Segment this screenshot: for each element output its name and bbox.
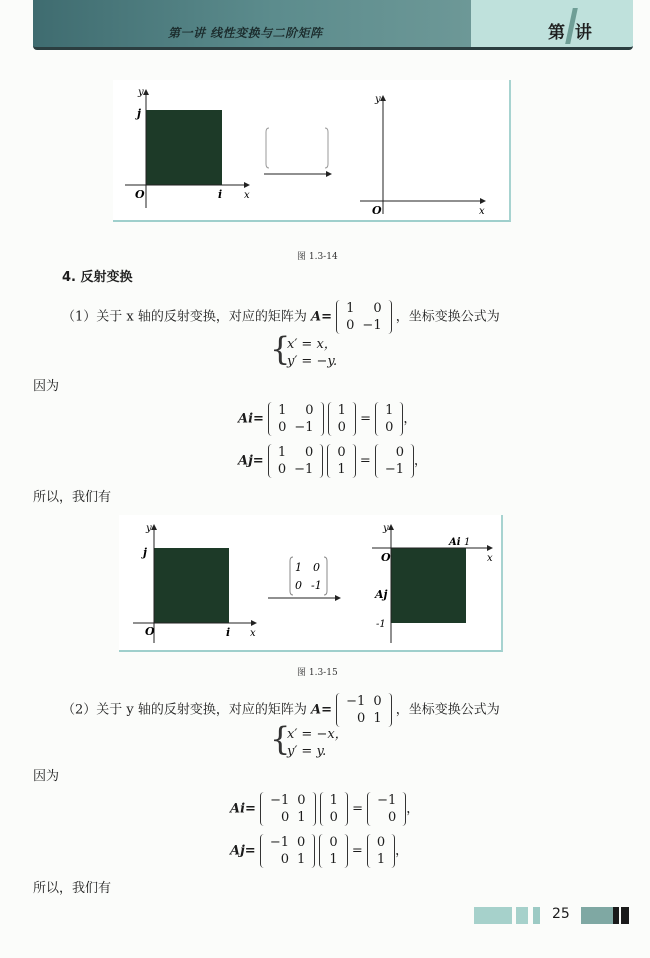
because-label: 因为 [33, 769, 60, 784]
brace: { [270, 720, 291, 758]
therefore-label: 所以，我们有 [33, 490, 112, 505]
part2-aj-equation: Aj= −1 0 0 1 0 1 = 0 1 ， [230, 835, 409, 867]
part1-formula-1: x′ = x， [287, 337, 337, 352]
svg-text:0: 0 [295, 579, 302, 592]
svg-text:y: y [138, 87, 144, 98]
part1-ai-equation: Ai= 1 0 0 −1 1 0 = 1 0 ， [238, 403, 417, 435]
svg-text:O: O [381, 551, 391, 564]
footer-decor-bar [581, 907, 614, 924]
svg-text:0: 0 [313, 561, 320, 574]
chapter-mark: 第 讲 [548, 23, 594, 43]
part1-text: （1）关于 x 轴的反射变换，对应的矩阵为 [62, 309, 307, 325]
svg-text:i: i [226, 626, 231, 639]
svg-text:x: x [487, 553, 493, 564]
svg-text:Aj: Aj [375, 588, 388, 601]
part1-matrix: 1 0 0 −1 [336, 300, 391, 334]
svg-text:j: j [137, 107, 141, 120]
svg-text:1: 1 [295, 561, 302, 574]
part2-text: （2）关于 y 轴的反射变换，对应的矩阵为 [62, 702, 307, 718]
footer-decor-bar [533, 907, 540, 924]
part2-text-after: ，坐标变换公式为 [395, 702, 500, 718]
svg-text:x: x [250, 628, 256, 639]
footer-decor-bar [516, 907, 528, 924]
svg-text:-1: -1 [311, 579, 322, 592]
section-heading: 4. 反射变换 [62, 270, 133, 285]
brace: { [270, 330, 291, 368]
figure-1-3-15-diagram [119, 515, 501, 650]
because-label: 因为 [33, 379, 60, 394]
therefore-label: 所以，我们有 [33, 881, 112, 896]
svg-text:j: j [143, 546, 147, 559]
figure-1-3-14 [113, 80, 511, 222]
matrix-label: A= [311, 702, 333, 718]
footer-decor-bar [613, 907, 619, 924]
svg-text:y: y [383, 523, 389, 534]
svg-text:-1: -1 [376, 619, 386, 630]
figure-caption: 图 1.3-14 [297, 252, 338, 262]
svg-text:1: 1 [464, 537, 471, 548]
svg-text:y: y [375, 94, 381, 105]
part2-formula-1: x′ = −x， [287, 727, 348, 742]
figure-1-3-14-diagram [113, 80, 509, 220]
footer-decor-bar [474, 907, 512, 924]
chapter-tab [471, 0, 633, 50]
page-number: 25 [552, 906, 570, 922]
part1-text-after: ，坐标变换公式为 [395, 309, 500, 325]
part2-ai-equation: Ai= −1 0 0 1 1 0 = −1 0 ， [230, 793, 420, 825]
part2-formula-2: y′ = y. [287, 744, 327, 759]
part1-formula-2: y′ = −y. [287, 354, 338, 369]
chapter-header-band [33, 0, 471, 50]
svg-text:Ai: Ai [449, 537, 461, 548]
figure-caption: 图 1.3-15 [297, 668, 338, 678]
svg-text:i: i [218, 188, 223, 201]
svg-text:x: x [244, 190, 250, 201]
matrix-label: A= [311, 309, 332, 325]
part1-aj-equation: Aj= 1 0 0 −1 0 1 = 0 −1 ， [238, 445, 428, 477]
svg-text:O: O [372, 204, 382, 217]
chapter-title: 第一讲 线性变换与二阶矩阵 [168, 26, 323, 40]
svg-text:O: O [135, 188, 145, 201]
figure-1-3-15 [119, 515, 503, 652]
part2-matrix: −1 0 0 1 [336, 693, 391, 727]
svg-text:y: y [146, 523, 152, 534]
svg-text:x: x [479, 206, 485, 217]
svg-text:O: O [145, 625, 155, 638]
footer-decor-bar [621, 907, 629, 924]
part1-statement [62, 300, 500, 334]
